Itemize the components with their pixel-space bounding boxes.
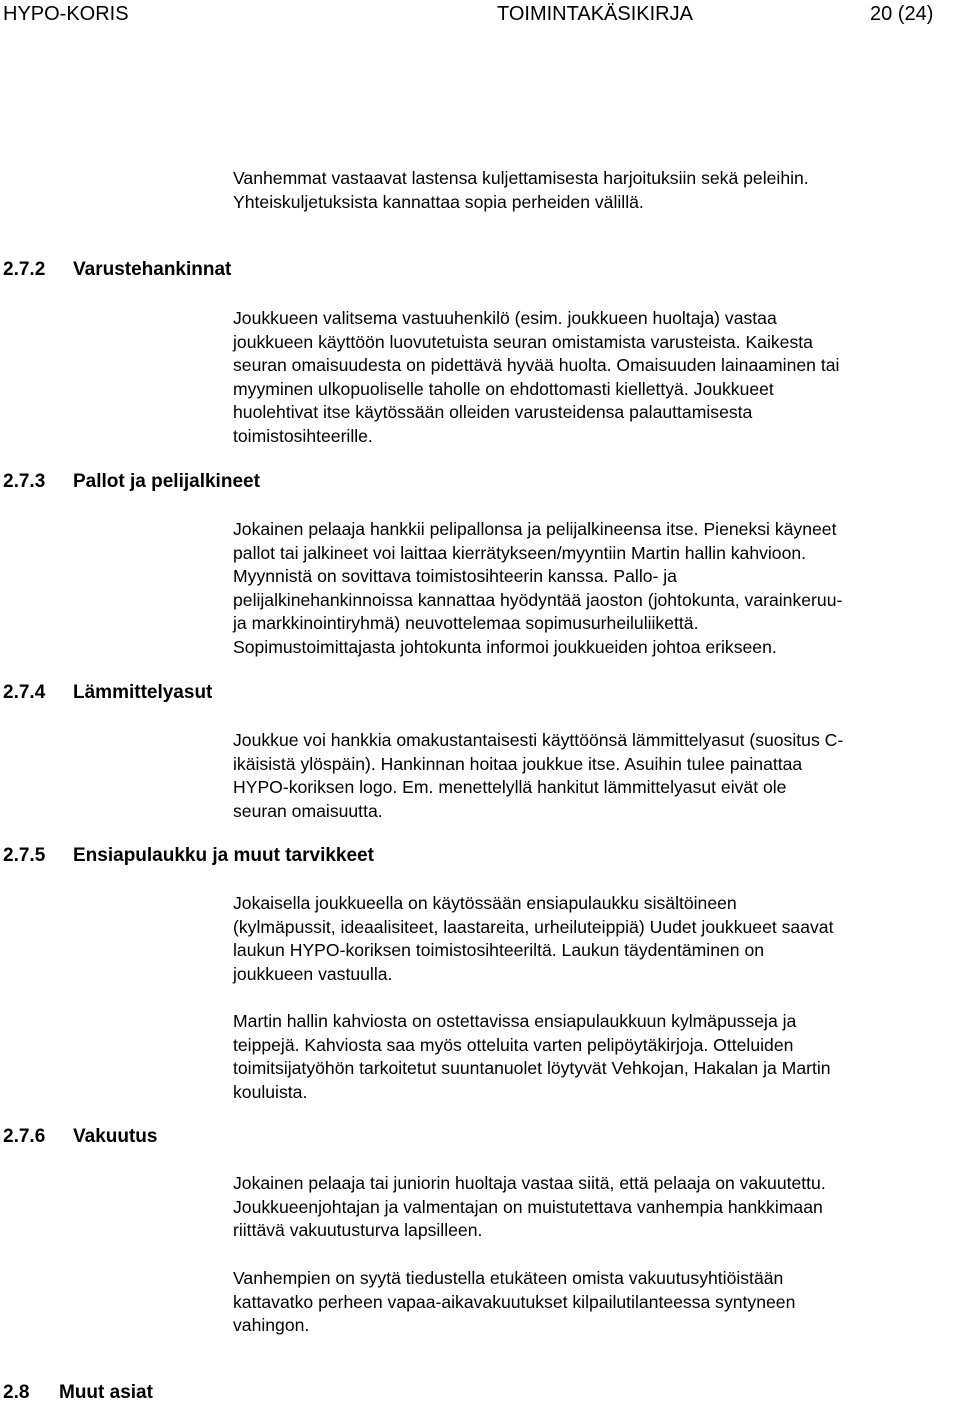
- text-line: Joukkueen valitsema vastuuhenkilö (esim. joukkueen huoltaja) vastaa: [233, 308, 777, 328]
- text-line: kouluista.: [233, 1081, 308, 1102]
- text-line: ikäisistä ylöspäin). Hankinnan hoitaa joukkue itse. Asuihin tulee painattaa: [233, 753, 803, 774]
- text-line: Sopimustoimittajasta johtokunta informoi joukkueiden johtoa erikseen.: [233, 636, 777, 657]
- text-line: seuran omaisuutta.: [233, 800, 383, 821]
- paragraph-lammittelyasut: [233, 729, 843, 823]
- section-title: Lämmittelyasut: [73, 682, 213, 703]
- section-title: Vakuutus: [73, 1126, 158, 1147]
- paragraph-vakuutus-2: [233, 1267, 795, 1338]
- text-line: Yhteiskuljetuksista kannattaa sopia perheiden välillä.: [233, 191, 644, 212]
- section-number: 2.7.4: [3, 682, 46, 703]
- section-number: 2.7.5: [3, 845, 46, 866]
- text-line: Jokaisella joukkueella on käytössään ensiapulaukku sisältöineen: [233, 893, 737, 913]
- section-number: 2.7.6: [3, 1126, 46, 1147]
- section-title: Varustehankinnat: [73, 259, 232, 280]
- text-line: huolehtivat itse käytössään olleiden varusteidensa palauttamisesta: [233, 402, 753, 423]
- text-line: ja markkinointiryhmä) neuvottelemaa sopimusurheiluliikettä.: [233, 613, 699, 634]
- text-line: Joukkueenjohtajan ja valmentajan on muistutettava vanhempia hankkimaan: [233, 1196, 823, 1217]
- text-line: Joukkue voi hankkia omakustantaisesti käyttöönsä lämmittelyasut (suositus C-: [233, 730, 844, 750]
- section-number: 2.8: [3, 1382, 30, 1403]
- text-line: Vanhemmat vastaavat lastensa kuljettamisesta harjoituksiin sekä peleihin.: [233, 168, 809, 188]
- text-line: Vanhempien on syytä tiedustella etukäteen omista vakuutusyhtiöistään: [233, 1268, 784, 1288]
- paragraph-ensiapulaukku-2: [233, 1010, 831, 1104]
- text-line: joukkueen käyttöön luovutetuista seuran omistamista varusteista. Kaikesta: [233, 331, 813, 352]
- text-line: Jokainen pelaaja hankkii pelipallonsa ja pelijalkineensa itse. Pieneksi käyneet: [233, 519, 837, 539]
- text-line: kattavatko perheen vapaa-aikavakuutukset kilpailutilanteessa syntyneen: [233, 1291, 796, 1312]
- section-number: 2.7.2: [3, 259, 46, 280]
- text-line: HYPO-koriksen logo. Em. menettelyllä hankitut lämmittelyasut eivät ole: [233, 777, 787, 798]
- text-line: myyminen ulkopuoliselle taholle on ehdottomasti kiellettyä. Joukkueet: [233, 378, 774, 399]
- header-title: TOIMINTAKÄSIKIRJA: [497, 3, 693, 25]
- text-line: teippejä. Kahviosta saa myös otteluita varten pelipöytäkirjoja. Otteluiden: [233, 1034, 794, 1055]
- text-line: toimitsijatyöhön tarkoitetut suuntanuolet löytyvät Vehkojan, Hakalan ja Martin: [233, 1058, 831, 1079]
- text-line: seuran omaisuudesta on pidettävä hyvää huolta. Omaisuuden lainaaminen tai: [233, 355, 840, 376]
- paragraph-vakuutus-1: [233, 1172, 826, 1243]
- paragraph-varustehankinnat: [233, 307, 839, 449]
- section-title: Pallot ja pelijalkineet: [73, 471, 260, 492]
- text-line: vahingon.: [233, 1315, 310, 1336]
- text-line: pelijalkinehankinnoissa kannattaa hyödyntää jaoston (johtokunta, varainkeruu-: [233, 589, 843, 610]
- paragraph-ensiapulaukku-1: [233, 892, 833, 986]
- text-line: riittävä vakuutusturva lapsilleen.: [233, 1220, 483, 1241]
- section-title: Muut asiat: [59, 1382, 153, 1403]
- text-line: Jokainen pelaaja tai juniorin huoltaja vastaa siitä, että pelaaja on vakuutettu.: [233, 1173, 826, 1193]
- text-line: Martin hallin kahviosta on ostettavissa ensiapulaukkuun kylmäpusseja ja: [233, 1011, 797, 1031]
- text-line: (kylmäpussit, ideaalisiteet, laastareita, urheiluteippiä) Uudet joukkueet saavat: [233, 916, 834, 937]
- text-line: laukun HYPO-koriksen toimistosihteeriltä. Laukun täydentäminen on: [233, 940, 765, 961]
- paragraph-pallot: [233, 518, 842, 660]
- intro-paragraph: [233, 167, 809, 214]
- text-line: pallot tai jalkineet voi laittaa kierrätykseen/myyntiin Martin hallin kahvioon.: [233, 542, 807, 563]
- header-left: HYPO-KORIS: [3, 3, 129, 25]
- text-line: joukkueen vastuulla.: [233, 963, 393, 984]
- header-page-number: 20 (24): [870, 3, 934, 25]
- text-line: Myynnistä on sovittava toimistosihteerin kanssa. Pallo- ja: [233, 566, 677, 587]
- section-number: 2.7.3: [3, 471, 46, 492]
- section-title: Ensiapulaukku ja muut tarvikkeet: [73, 845, 374, 866]
- text-line: toimistosihteerille.: [233, 425, 373, 446]
